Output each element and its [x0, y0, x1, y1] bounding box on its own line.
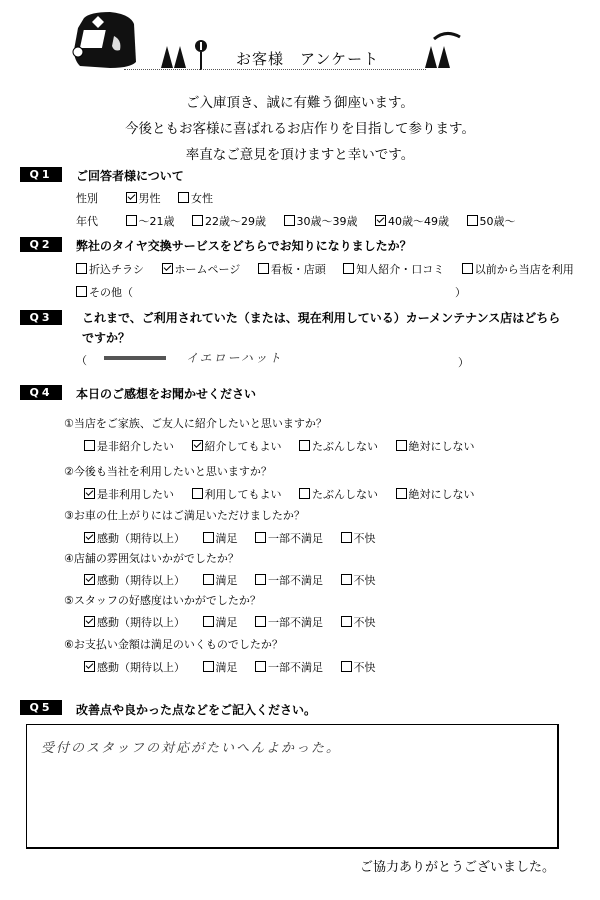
checkbox[interactable]	[341, 661, 352, 672]
q3-question-line1: これまで、ご利用されていた（または、現在利用している）カーメンテナンス店はどちら	[82, 311, 561, 325]
q1-age-row	[76, 213, 530, 229]
q1-gender-row	[76, 190, 227, 206]
checkbox-checked[interactable]	[192, 440, 203, 451]
checkbox[interactable]	[203, 574, 214, 585]
q3-badge: Q3	[20, 310, 62, 325]
option[interactable]: 不快	[341, 614, 376, 630]
checkbox[interactable]	[255, 574, 266, 585]
checkbox[interactable]	[341, 574, 352, 585]
checkbox[interactable]	[341, 616, 352, 627]
checkbox-checked[interactable]	[84, 532, 95, 543]
q4-item-5-options	[84, 614, 390, 630]
q4-item-5-question: ⑤スタッフの好感度はいかがでしたか？	[64, 594, 261, 607]
age-option-2[interactable]: 22歳～29歳	[192, 213, 266, 229]
option[interactable]: 満足	[203, 530, 238, 546]
q5-badge: Q5	[20, 700, 62, 715]
checkbox[interactable]	[126, 215, 137, 226]
q2-other-row	[76, 284, 133, 300]
q4-item-4-options	[84, 572, 390, 588]
checkbox-checked[interactable]	[84, 574, 95, 585]
survey-title: お客様 アンケート	[236, 50, 380, 68]
checkbox-checked[interactable]	[162, 263, 173, 274]
option[interactable]: 満足	[203, 614, 238, 630]
checkbox-checked[interactable]	[84, 616, 95, 627]
checkbox[interactable]	[203, 661, 214, 672]
comment-handwritten-text: 受付のスタッフの対応がたいへんよかった。	[41, 741, 342, 756]
option[interactable]: 不快	[341, 659, 376, 675]
q1-question: ご回答者様について	[76, 169, 184, 183]
q3-answer-close: ）	[458, 356, 469, 369]
option[interactable]: 一部不満足	[255, 614, 323, 630]
option[interactable]: 感動（期待以上）	[84, 659, 185, 675]
checkbox[interactable]	[192, 488, 203, 499]
gender-option-female[interactable]: 女性	[178, 190, 213, 206]
option[interactable]: 感動（期待以上）	[84, 530, 185, 546]
option[interactable]: 不快	[341, 572, 376, 588]
q4-item-4-question: ④店舗の雰囲気はいかがでしたか？	[64, 552, 239, 565]
option[interactable]: 感動（期待以上）	[84, 572, 185, 588]
q4-item-1-question: ①当店をご家族、ご友人に紹介したいと思いますか？	[64, 417, 327, 430]
option[interactable]: 紹介してもよい	[192, 438, 282, 454]
checkbox[interactable]	[467, 215, 478, 226]
q2-other-close: ）	[455, 286, 466, 299]
q2-option-flyer[interactable]: 折込チラシ	[76, 261, 144, 277]
q2-question: 弊社のタイヤ交換サービスをどちらでお知りになりましたか？	[76, 239, 412, 253]
age-option-3[interactable]: 30歳～39歳	[284, 213, 358, 229]
checkbox[interactable]	[76, 263, 87, 274]
q4-question: 本日のご感想をお聞かせください	[76, 387, 257, 401]
option[interactable]: 一部不満足	[255, 530, 323, 546]
checkbox[interactable]	[343, 263, 354, 274]
q4-item-3-options	[84, 530, 390, 546]
comment-textarea[interactable]	[26, 724, 559, 849]
car-illustration	[70, 10, 146, 72]
gender-label: 性別	[76, 192, 98, 205]
age-option-1[interactable]: ～21歳	[126, 213, 175, 229]
checkbox[interactable]	[178, 192, 189, 203]
header-divider	[124, 69, 426, 70]
q4-item-2-options	[84, 486, 489, 502]
q4-item-2-question: ②今後も当社を利用したいと思いますか？	[64, 465, 272, 478]
age-label: 年代	[76, 215, 98, 228]
checkbox-checked[interactable]	[126, 192, 137, 203]
option[interactable]: 絶対にしない	[396, 486, 475, 502]
q4-badge: Q4	[20, 385, 62, 400]
checkbox[interactable]	[299, 440, 310, 451]
bird-icon	[432, 26, 462, 45]
option[interactable]: 一部不満足	[255, 659, 323, 675]
option[interactable]: 感動（期待以上）	[84, 614, 185, 630]
q4-item-6-options	[84, 659, 390, 675]
q2-badge: Q2	[20, 237, 62, 252]
strikethrough-scribble	[104, 356, 166, 360]
checkbox[interactable]	[396, 440, 407, 451]
gender-option-male[interactable]: 男性	[126, 190, 161, 206]
q4-item-6-question: ⑥お支払い金額は満足のいくものでしたか？	[64, 638, 283, 651]
checkbox[interactable]	[255, 616, 266, 627]
q2-option-previous[interactable]: 以前から当店を利用	[462, 261, 574, 277]
option[interactable]: 不快	[341, 530, 376, 546]
thanks-message: ご協力ありがとうございました。	[360, 860, 556, 875]
intro-line-1: ご入庫頂き、誠に有難う御座います。	[186, 95, 414, 111]
option[interactable]: 絶対にしない	[396, 438, 475, 454]
option[interactable]: 是非利用したい	[84, 486, 174, 502]
q1-badge: Q1	[20, 167, 62, 182]
checkbox[interactable]	[258, 263, 269, 274]
checkbox[interactable]	[84, 440, 95, 451]
age-option-5[interactable]: 50歳～	[467, 213, 516, 229]
checkbox[interactable]	[255, 532, 266, 543]
checkbox[interactable]	[299, 488, 310, 499]
option[interactable]: 満足	[203, 572, 238, 588]
q3-answer-open: （	[76, 354, 87, 367]
checkbox[interactable]	[341, 532, 352, 543]
checkbox[interactable]	[203, 532, 214, 543]
checkbox-checked[interactable]	[375, 215, 386, 226]
option[interactable]: 利用してもよい	[192, 486, 282, 502]
checkbox[interactable]	[396, 488, 407, 499]
q2-option-homepage[interactable]: ホームページ	[162, 261, 241, 277]
age-option-4[interactable]: 40歳～49歳	[375, 213, 449, 229]
checkbox-checked[interactable]	[84, 661, 95, 672]
option[interactable]: たぶんしない	[299, 438, 378, 454]
checkbox[interactable]	[203, 616, 214, 627]
checkbox[interactable]	[462, 263, 473, 274]
option[interactable]: 是非紹介したい	[84, 438, 174, 454]
q4-item-1-options	[84, 438, 489, 454]
q4-item-3-question: ③お車の仕上がりにはご満足いただけましたか？	[64, 509, 305, 522]
q2-option-signboard[interactable]: 看板・店頭	[258, 261, 326, 277]
q3-answer-handwritten[interactable]: イエローハット	[186, 351, 283, 365]
q3-question-line2: ですか？	[82, 331, 131, 345]
option[interactable]: 満足	[203, 659, 238, 675]
q2-other-label: その他（	[89, 286, 133, 299]
trees-icon	[424, 44, 454, 74]
q5-question: 改善点や良かった点などをご記入ください。	[76, 703, 317, 717]
checkbox[interactable]	[76, 286, 87, 297]
q2-options-row	[76, 261, 588, 277]
option[interactable]: たぶんしない	[299, 486, 378, 502]
checkbox[interactable]	[255, 661, 266, 672]
checkbox[interactable]	[192, 215, 203, 226]
checkbox-checked[interactable]	[84, 488, 95, 499]
option[interactable]: 一部不満足	[255, 572, 323, 588]
intro-line-3: 率直なご意見を頂けますと幸いです。	[185, 147, 415, 163]
intro-line-2: 今後ともお客様に喜ばれるお店作りを目指して参ります。	[125, 121, 475, 137]
checkbox[interactable]	[284, 215, 295, 226]
q2-option-referral[interactable]: 知人紹介・口コミ	[343, 261, 444, 277]
